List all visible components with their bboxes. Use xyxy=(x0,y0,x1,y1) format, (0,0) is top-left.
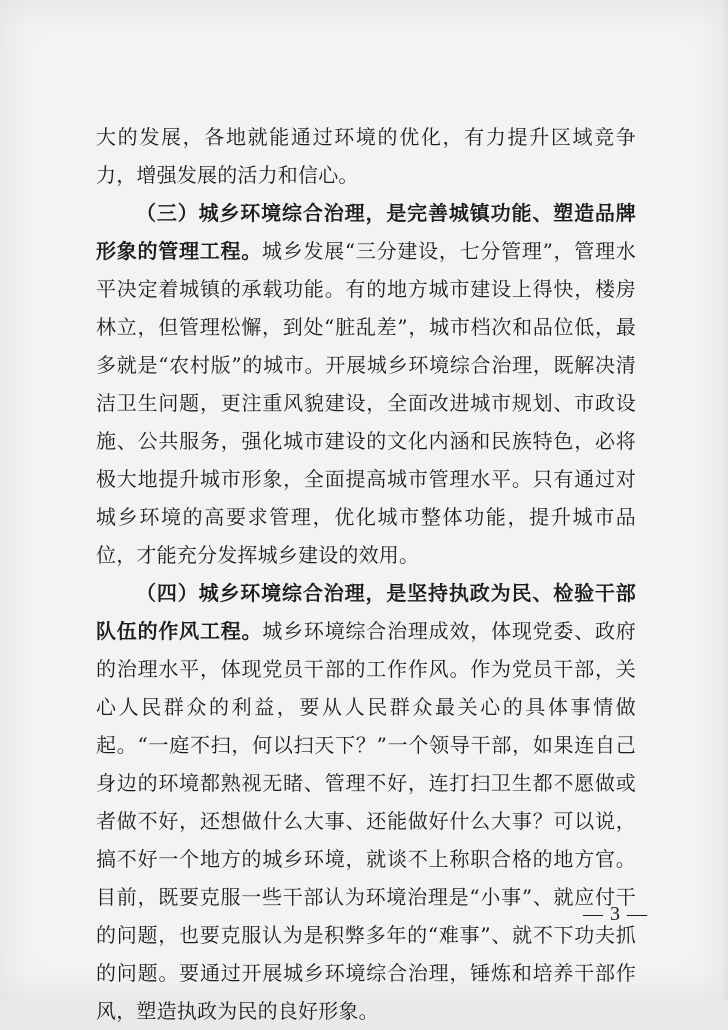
document-content xyxy=(96,118,636,1030)
section-three-heading: （三）城乡环境综合治理，是完善城镇功能、塑造品牌形象的管理工程。 xyxy=(96,201,636,263)
paragraph-section-three xyxy=(96,194,636,574)
section-three-text: 城乡发展“三分建设，七分管理”，管理水平决定着城镇的承载功能。有的地方城市建设上得快，楼房林立，但管理松懈，到处“脏乱差”，城市档次和品位低，最多就是“农村版”的城市。开展城乡环境综合治理，既解决清洁卫生问题，更注重风貌建设，全面改进城市规划、市政设施、公共服务，强化城市建设的文化内涵和民族特色，必将极大地提升城市形象，全面提高城市管理水平。只有通过对城乡环境的高要求管理，优化城市整体功能，提升城市品位，才能充分发挥城乡建设的效用。 xyxy=(96,239,636,567)
section-four-text: 城乡环境综合治理成效，体现党委、政府的治理水平，体现党员干部的工作作风。作为党员干部，关心人民群众的利益，要从人民群众最关心的具体事情做起。“一庭不扫，何以扫天下？”一个领导干部，如果连自己身边的环境都熟视无睹、管理不好，连打扫卫生都不愿做或者做不好，还想做什么大事、还能做好什么大事？可以说，搞不好一个地方的城乡环境，就谈不上称职合格的地方官。目前，既要克服一些干部认为环境治理是“小事”、就应付干的问题，也要克服认为是积弊多年的“难事”、就不下功夫抓的问题。要通过开展城乡环境综合治理，锤炼和培养干部作风，塑造执政为民的良好形象。 xyxy=(96,619,636,1023)
page-edge-shadow xyxy=(722,0,728,1000)
page-number: — 3 — xyxy=(583,903,648,925)
paragraph-section-four xyxy=(96,574,636,1030)
paragraph-continuation xyxy=(96,118,636,194)
section-four-heading: （四）城乡环境综合治理，是坚持执政为民、检验干部队伍的作风工程。 xyxy=(96,581,636,643)
paragraph-text: 大的发展，各地就能通过环境的优化，有力提升区域竞争力，增强发展的活力和信心。 xyxy=(96,125,636,187)
